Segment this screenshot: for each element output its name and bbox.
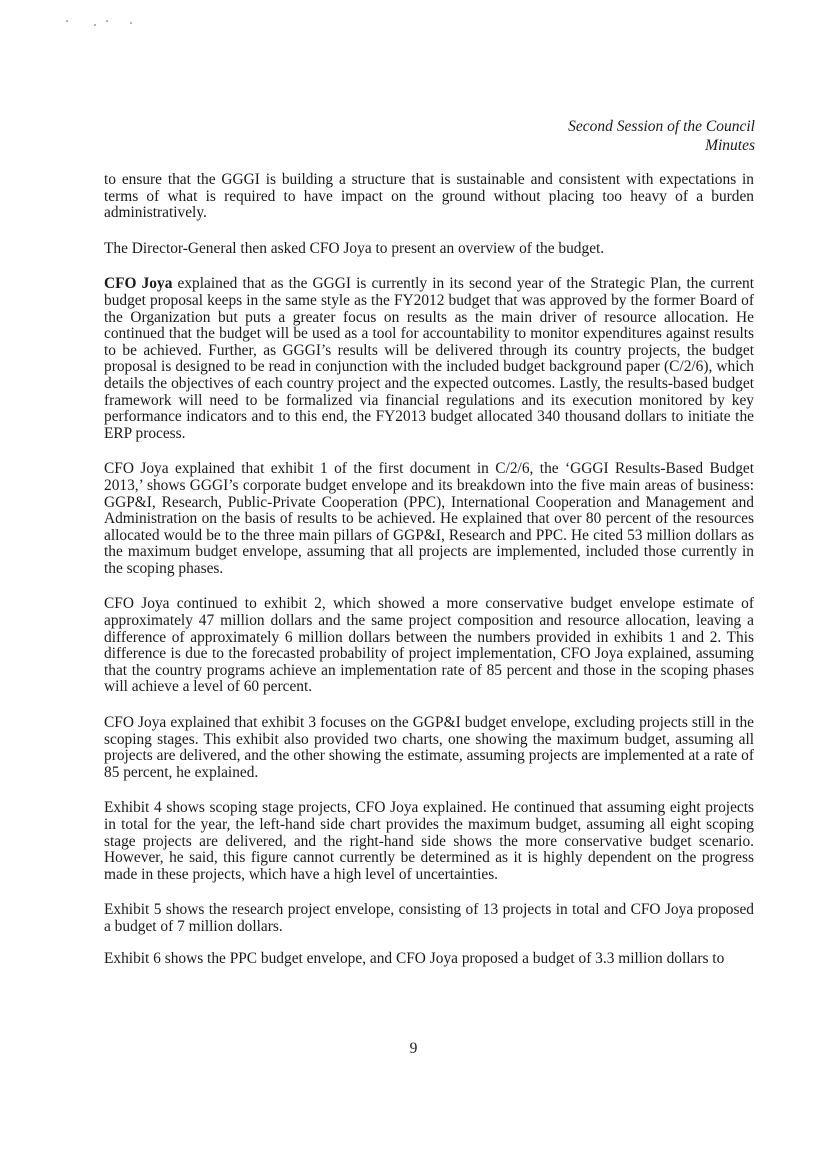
paragraph: Exhibit 6 shows the PPC budget envelope, and CFO Joya proposed a budget of 3.3 million dollars to	[104, 949, 725, 967]
paragraph: Exhibit 4 shows scoping stage projects, CFO Joya explained. He continued that assuming eight projects in total for the year, the left-hand side chart provides the maximum budget, assuming all eight scoping stage projects are delivered, and the right-hand side shows the more conservative budget scenario. However, he said, this figure cannot currently be determined as it is highly dependent on the progress made in these projects, which have a high level of uncertainties.	[104, 799, 754, 883]
scan-artifact-dot	[94, 24, 96, 26]
paragraph: CFO Joya explained that exhibit 3 focuses on the GGP&I budget envelope, excluding projects still in the scoping stages. This exhibit also provided two charts, one showing the maximum budget, assuming all projects are delivered, and the other showing the estimate, assuming projects are implemented at a rate of 85 percent, he explained.	[104, 714, 754, 781]
paragraph: Exhibit 5 shows the research project envelope, consisting of 13 projects in total and CFO Joya proposed a budget of 7 million dollars.	[104, 901, 754, 935]
header-session-title: Second Session of the Council	[568, 118, 755, 135]
paragraph	[104, 276, 754, 442]
scan-artifact-dot	[66, 20, 68, 22]
paragraph-text: explained that as the GGGI is currently in its second year of the Strategic Plan, the current budget proposal keeps in the same style as the FY2012 budget that was approved by the former Board of the Organization but puts a greater focus on results as the main driver of resource allocation. He continued that the budget will be used as a tool for accountability to monitor expenditures against results to be achieved. Further, as GGGI’s results will be delivered through its country projects, the budget proposal is designed to be read in conjunction with the included budget background paper (C/2/6), which details the objectives of each country project and the expected outcomes. Lastly, the results-based budget framework will need to be formalized via financial regulations and its execution monitored by key performance indicators and to this end, the FY2013 budget allocated 340 thousand dollars to initiate the ERP process.	[104, 275, 755, 442]
body-text	[104, 172, 754, 986]
paragraph: CFO Joya explained that exhibit 1 of the first document in C/2/6, the ‘GGGI Results-Based Budget 2013,’ shows GGGI’s corporate budget envelope and its breakdown into the five main areas of business: GGP&I, Research, Public-Private Cooperation (PPC), International Cooperation and Management and Administration on the basis of results to be achieved. He explained that over 80 percent of the resources allocated would be to the three main pillars of GGP&I, Research and PPC. He cited 53 million dollars as the maximum budget envelope, assuming that all projects are implemented, included those currently in the scoping phases.	[104, 460, 754, 577]
scan-artifact-dot	[106, 20, 108, 22]
paragraph: to ensure that the GGGI is building a structure that is sustainable and consistent with expectations in terms of what is required to have impact on the ground without placing too heavy of a burden administratively.	[104, 171, 754, 222]
paragraph: CFO Joya continued to exhibit 2, which showed a more conservative budget envelope estimate of approximately 47 million dollars and the same project composition and resource allocation, leaving a difference of approximately 6 million dollars between the numbers provided in exhibits 1 and 2. This difference is due to the forecasted probability of project implementation, CFO Joya explained, assuming that the country programs achieve an implementation rate of 85 percent and those in the scoping phases will achieve a level of 60 percent.	[104, 595, 754, 696]
running-header	[568, 117, 755, 155]
scan-artifact-dot	[130, 22, 132, 24]
page-number: 9	[409, 1040, 418, 1057]
header-document-type: Minutes	[705, 137, 755, 154]
speaker-name: CFO Joya	[104, 275, 173, 293]
paragraph: The Director-General then asked CFO Joya to present an overview of the budget.	[104, 239, 605, 257]
